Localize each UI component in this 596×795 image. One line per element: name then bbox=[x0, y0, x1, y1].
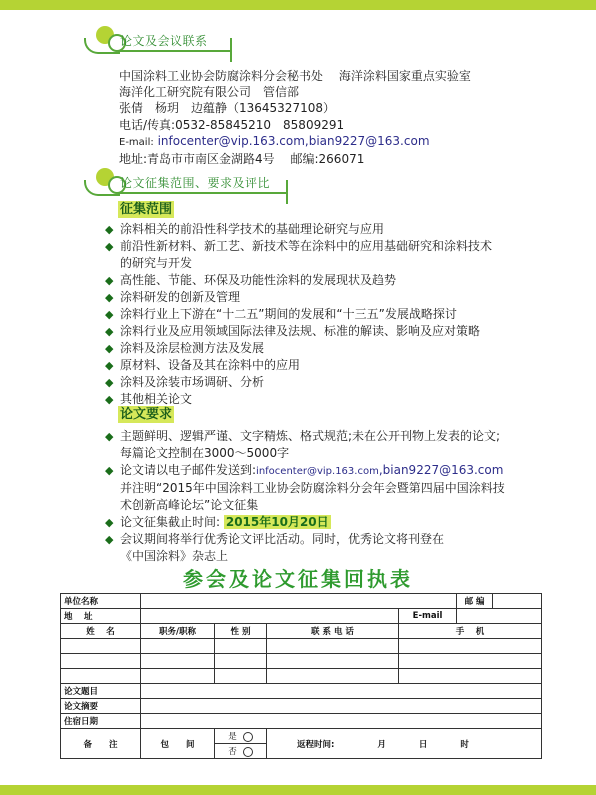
hour-label: 时 bbox=[460, 739, 469, 750]
section-title: 论文征集范围、要求及评比 bbox=[120, 176, 271, 190]
header-underline bbox=[118, 192, 286, 194]
requirements-heading: 论文要求 bbox=[120, 407, 173, 422]
radio-circle-icon[interactable] bbox=[243, 747, 253, 757]
phone-field[interactable] bbox=[267, 654, 399, 669]
room-yes-option[interactable]: 是 bbox=[215, 729, 267, 744]
paper-abstract-field[interactable] bbox=[141, 699, 542, 714]
address-label: 地 址 bbox=[61, 609, 141, 624]
contact-org: 中国涂料工业协会防腐涂料分会秘书处 海洋涂料国家重点实验室 bbox=[119, 69, 471, 83]
header-tick bbox=[230, 38, 232, 62]
return-time-label: 返程时间: bbox=[297, 739, 335, 750]
table-row bbox=[61, 729, 542, 744]
section-header-scope bbox=[84, 166, 304, 200]
section-header-contact bbox=[84, 24, 244, 58]
diamond-bullet-icon: ◆ bbox=[105, 376, 114, 389]
list-item: ◆ 会议期间将举行优秀论文评比活动。同时，优秀论文将刊登在 《中国涂料》杂志上 bbox=[105, 532, 445, 563]
paper-abstract-label: 论文摘要 bbox=[61, 699, 141, 714]
contact-block bbox=[119, 68, 471, 167]
table-row bbox=[61, 639, 542, 654]
paper-title-label: 论文题目 bbox=[61, 684, 141, 699]
section-title: 论文及会议联系 bbox=[120, 34, 208, 48]
diamond-bullet-icon: ◆ bbox=[105, 223, 114, 236]
list-item: ◆ 论文请以电子邮件发送到:infocenter@vip.163.com,bian9227@163.com 并注明“2015年中国涂料工业协会防腐涂料分会年会暨第四届中国涂料技 术创新高峰论坛”论文征集 bbox=[105, 463, 505, 512]
registration-form bbox=[60, 593, 542, 759]
remark-label: 备 注 bbox=[61, 729, 141, 759]
diamond-bullet-icon: ◆ bbox=[105, 393, 114, 406]
position-field[interactable] bbox=[141, 669, 215, 684]
header-curve bbox=[84, 38, 120, 54]
stay-date-label: 住宿日期 bbox=[61, 714, 141, 729]
top-green-bar bbox=[0, 0, 596, 10]
position-field[interactable] bbox=[141, 654, 215, 669]
gender-field[interactable] bbox=[215, 669, 267, 684]
form-title: 参会及论文征集回执表 bbox=[183, 567, 413, 591]
deadline-date: 2015年10月20日 bbox=[225, 515, 329, 529]
gender-field[interactable] bbox=[215, 639, 267, 654]
gender-field[interactable] bbox=[215, 654, 267, 669]
list-item: ◆ 涂料研发的创新及管理 bbox=[105, 290, 241, 304]
diamond-bullet-icon: ◆ bbox=[105, 325, 114, 338]
unit-label: 单位名称 bbox=[61, 594, 141, 609]
header-curve bbox=[84, 180, 120, 196]
phone-header: 联 系 电 话 bbox=[267, 624, 399, 639]
list-item: ◆ 涂料相关的前沿性科学技术的基础理论研究与应用 bbox=[105, 222, 385, 236]
mobile-field[interactable] bbox=[399, 669, 542, 684]
list-item: ◆ 论文征集截止时间: 2015年10月20日 bbox=[105, 515, 329, 529]
contact-email bbox=[119, 133, 471, 151]
position-header: 职务/职称 bbox=[141, 624, 215, 639]
unit-field[interactable] bbox=[141, 594, 457, 609]
requirements-list bbox=[105, 428, 505, 565]
table-row bbox=[61, 714, 542, 729]
email-label: E-mail: bbox=[119, 136, 154, 148]
return-time-cell[interactable] bbox=[267, 729, 542, 759]
diamond-bullet-icon: ◆ bbox=[105, 430, 114, 443]
table-row bbox=[61, 654, 542, 669]
month-label: 月 bbox=[377, 739, 386, 750]
list-item: ◆ 高性能、节能、环保及功能性涂料的发展现状及趋势 bbox=[105, 273, 397, 287]
table-row bbox=[61, 594, 542, 609]
phone-field[interactable] bbox=[267, 669, 399, 684]
table-row bbox=[61, 609, 542, 624]
list-item: ◆ 涂料及涂层检测方法及发展 bbox=[105, 341, 265, 355]
name-field[interactable] bbox=[61, 654, 141, 669]
table-row bbox=[61, 624, 542, 639]
list-item: ◆ 主题鲜明、逻辑严谨、文字精炼、格式规范;未在公开刊物上发表的论文; 每篇论文控制在3000～5000字 bbox=[105, 429, 501, 460]
contact-address: 地址:青岛市市南区金湖路4号 邮编:266071 bbox=[119, 152, 365, 167]
bottom-green-bar bbox=[0, 785, 596, 795]
table-row bbox=[61, 684, 542, 699]
contact-people: 张倩 杨玥 边蕴静（13645327108） bbox=[119, 101, 335, 116]
diamond-bullet-icon: ◆ bbox=[105, 240, 114, 253]
list-item: ◆ 涂料行业及应用领域国际法律及法规、标准的解读、影响及应对策略 bbox=[105, 324, 481, 338]
list-item: ◆ 原材料、设备及其在涂料中的应用 bbox=[105, 358, 301, 372]
diamond-bullet-icon: ◆ bbox=[105, 291, 114, 304]
name-header: 姓 名 bbox=[61, 624, 141, 639]
gender-header: 性 别 bbox=[215, 624, 267, 639]
diamond-bullet-icon: ◆ bbox=[105, 308, 114, 321]
position-field[interactable] bbox=[141, 639, 215, 654]
email-field[interactable] bbox=[457, 609, 542, 624]
diamond-bullet-icon: ◆ bbox=[105, 533, 114, 546]
diamond-bullet-icon: ◆ bbox=[105, 342, 114, 355]
phone-field[interactable] bbox=[267, 639, 399, 654]
email-value[interactable]: infocenter@vip.163.com,bian9227@163.com bbox=[157, 133, 430, 148]
email-link[interactable]: ,bian9227@163.com bbox=[378, 463, 504, 477]
postcode-field[interactable] bbox=[493, 594, 542, 609]
email-label: E-mail bbox=[399, 609, 457, 624]
postcode-label: 邮 编 bbox=[457, 594, 493, 609]
scope-list bbox=[105, 221, 492, 408]
list-item: ◆ 前沿性新材料、新工艺、新技术等在涂料中的应用基础研究和涂料技术 的研究与开发 bbox=[105, 239, 493, 270]
diamond-bullet-icon: ◆ bbox=[105, 359, 114, 372]
table-row bbox=[61, 669, 542, 684]
diamond-bullet-icon: ◆ bbox=[105, 516, 114, 529]
table-row bbox=[61, 699, 542, 714]
name-field[interactable] bbox=[61, 639, 141, 654]
paper-title-field[interactable] bbox=[141, 684, 542, 699]
list-item: ◆ 涂料行业上下游在“十二五”期间的发展和“十三五”发展战略探讨 bbox=[105, 307, 457, 321]
list-item: ◆ 涂料及涂装市场调研、分析 bbox=[105, 375, 265, 389]
name-field[interactable] bbox=[61, 669, 141, 684]
scope-heading: 征集范围 bbox=[120, 202, 173, 217]
header-tick bbox=[286, 180, 288, 204]
list-item: ◆ 其他相关论文 bbox=[105, 392, 193, 406]
stay-date-field[interactable] bbox=[141, 714, 542, 729]
header-underline bbox=[118, 50, 230, 52]
room-no-option[interactable]: 否 bbox=[215, 744, 267, 759]
radio-circle-icon[interactable] bbox=[243, 732, 253, 742]
email-link[interactable]: infocenter@vip.163.com bbox=[256, 466, 379, 477]
diamond-bullet-icon: ◆ bbox=[105, 274, 114, 287]
mobile-field[interactable] bbox=[399, 654, 542, 669]
mobile-header: 手 机 bbox=[399, 624, 542, 639]
room-label: 包 间 bbox=[141, 729, 215, 759]
mobile-field[interactable] bbox=[399, 639, 542, 654]
day-label: 日 bbox=[418, 739, 428, 750]
diamond-bullet-icon: ◆ bbox=[105, 464, 114, 477]
contact-phone: 电话/传真:0532-85845210 85809291 bbox=[119, 117, 345, 132]
contact-company: 海洋化工研究院有限公司 管信部 bbox=[119, 85, 300, 100]
address-field[interactable] bbox=[141, 609, 399, 624]
